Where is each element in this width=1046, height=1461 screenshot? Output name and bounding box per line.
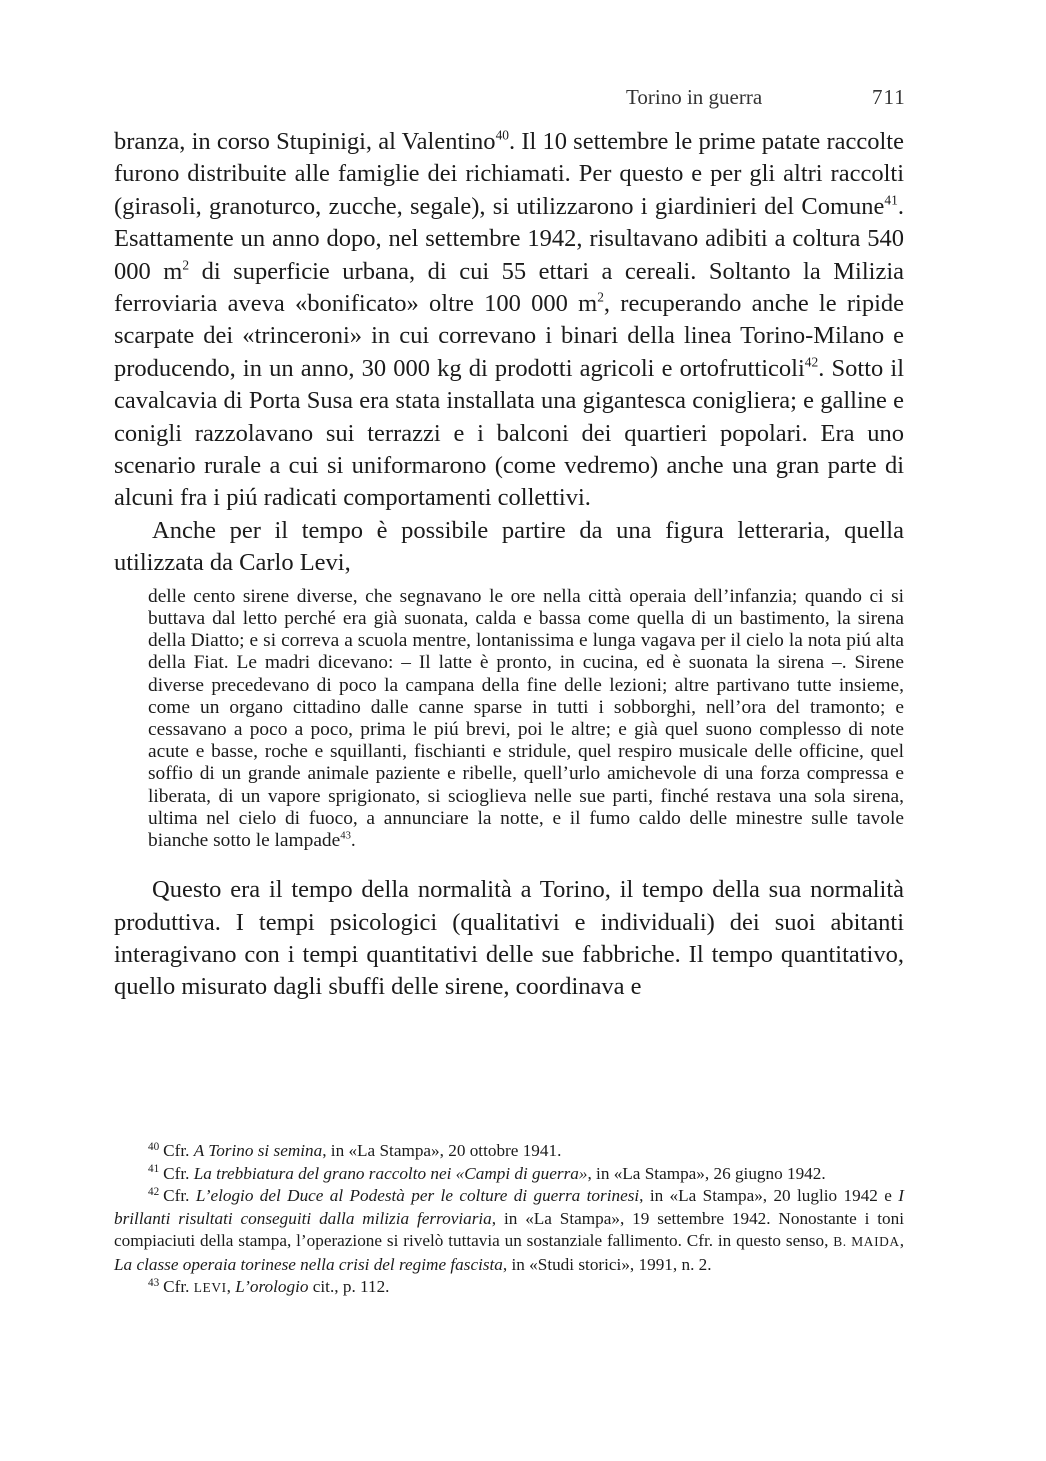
footnote-ref-42[interactable]: 42 — [804, 354, 819, 370]
main-text — [114, 126, 904, 1004]
footnote-43: $^{43}$ Cfr. LEVI, L’orologio cit., p. 112. — [148, 1276, 390, 1296]
paragraph-1: branza, in corso Stupinigi, al Valentino$^{40}$. Il 10 settembre le prime patate raccolte furono distribuite alle famiglie dei richiamati. Per questo e per gli altri raccolti (girasoli, granoturco, zucche, segale), si utilizzarono i giardinieri del Comune$^{41}$. Esattamente un anno dopo, nel settembre 1942, risultavano adibiti a coltura 540 000 $m^2$ di superficie urbana, di cui 55 ettari a cereali. Soltanto la Milizia ferroviaria aveva «bonificato» oltre 100 000 $m^2$, recuperando anche le ripide scarpate dei «trinceroni» in cui correvano i binari della linea Torino-Milano e producendo, in un anno, 30 000 kg di prodotti agricoli e ortofrutticoli$^{42}$. Sotto il cavalcavia di Porta Susa era stata installata una gigantesca conigliera; e galline e conigli razzolavano sui terrazzi e i balconi dei quartieri popolari. Era uno scenario rurale a cui si uniformarono (come vedremo) anche una gran parte di alcuni fra i piú radicati comportamenti collettivi. — [114, 127, 905, 512]
block-quote: delle cento sirene diverse, che segnavano le ore nella città operaia dell’infanzia; quando ci si buttava dal letto perché era già suonata, calda e bassa come quella di un bastimento, la sirena della Diatto; e si correva a scuola mentre, lontanissima e lunga vagava per il cielo la nota piú alta della Fiat. Le madri dicevano: – Il latte è pronto, in cucina, ed è suonata la sirena –. Sirene diverse precedevano di poco la campana della fine delle lezioni; altre partivano tutte insieme, come un organo cittadino dalle canne sparse in tutti i sobborghi, nell’ora del tramonto; e cessavano a poco a poco, prima le piú brevi, poi le altre; e già quel suono complesso di note acute e basse, roche e squillanti, fischianti e stridule, quel respiro musicale delle officine, quel soffio di un grande animale paziente e ribelle, quell’urlo amichevole di una forza compressa e liberata, di un vapore sprigionato, si scioglieva nelle sue parti, finché restava una sola sirena, ultima nel cielo di fuoco, a annunciare la notte, e il fumo caldo delle minestre sulle tavole bianche sotto le lampade$^{43}$. — [148, 585, 904, 851]
footnote-number: 42 — [148, 1185, 160, 1198]
footnotes — [114, 1140, 904, 1300]
page-number: 711 — [872, 85, 906, 109]
square-exponent: 2 — [597, 289, 604, 305]
running-title: Torino in guerra — [626, 85, 763, 109]
footnote-ref-41[interactable]: 41 — [884, 192, 898, 208]
author-name: B. MAIDA — [833, 1234, 900, 1249]
running-header — [0, 84, 1046, 110]
author-name: LEVI — [193, 1280, 227, 1295]
footnote-40: $^{40}$ Cfr. A Torino si semina, in «La Stampa», 20 ottobre 1941. — [148, 1140, 562, 1160]
footnote-41: $^{41}$ Cfr. La trebbiatura del grano raccolto nei «Campi di guerra», in «La Stampa», 26 giugno 1942. — [148, 1163, 826, 1183]
footnote-number: 40 — [148, 1140, 160, 1153]
paragraph-2: Anche per il tempo è possibile partire da una figura letteraria, quella utilizzata da Carlo Levi, — [114, 516, 904, 577]
footnote-42: $^{42}$ Cfr. L’elogio del Duce al Podestà per le colture di guerra torinesi, in «La Stampa», 20 luglio 1942 e I brillanti risultati conseguiti dalla milizia ferroviaria, in «La Stampa», 19 settembre 1942. Nonostante i toni compiaciuti della stampa, l’operazione si rivelò tuttavia un sostanziale fallimento. Cfr. in questo senso, B. MAIDA, La classe operaia torinese nella crisi del regime fascista, in «Studi storici», 1991, n. 2. — [114, 1185, 904, 1274]
footnote-number: 41 — [148, 1163, 160, 1176]
paragraph-3: Questo era il tempo della normalità a Torino, il tempo della sua normalità produttiva. I tempi psicologici (qualitativi e individuali) dei suoi abitanti interagivano con i tempi quantitativi delle sue fabbriche. Il tempo quantitativo, quello misurato dagli sbuffi delle sirene, coordinava e — [114, 876, 904, 1001]
footnote-number: 43 — [148, 1276, 160, 1289]
footnote-ref-40[interactable]: 40 — [495, 127, 510, 143]
footnote-ref-43[interactable]: 43 — [340, 829, 351, 842]
square-exponent: 2 — [182, 257, 190, 273]
